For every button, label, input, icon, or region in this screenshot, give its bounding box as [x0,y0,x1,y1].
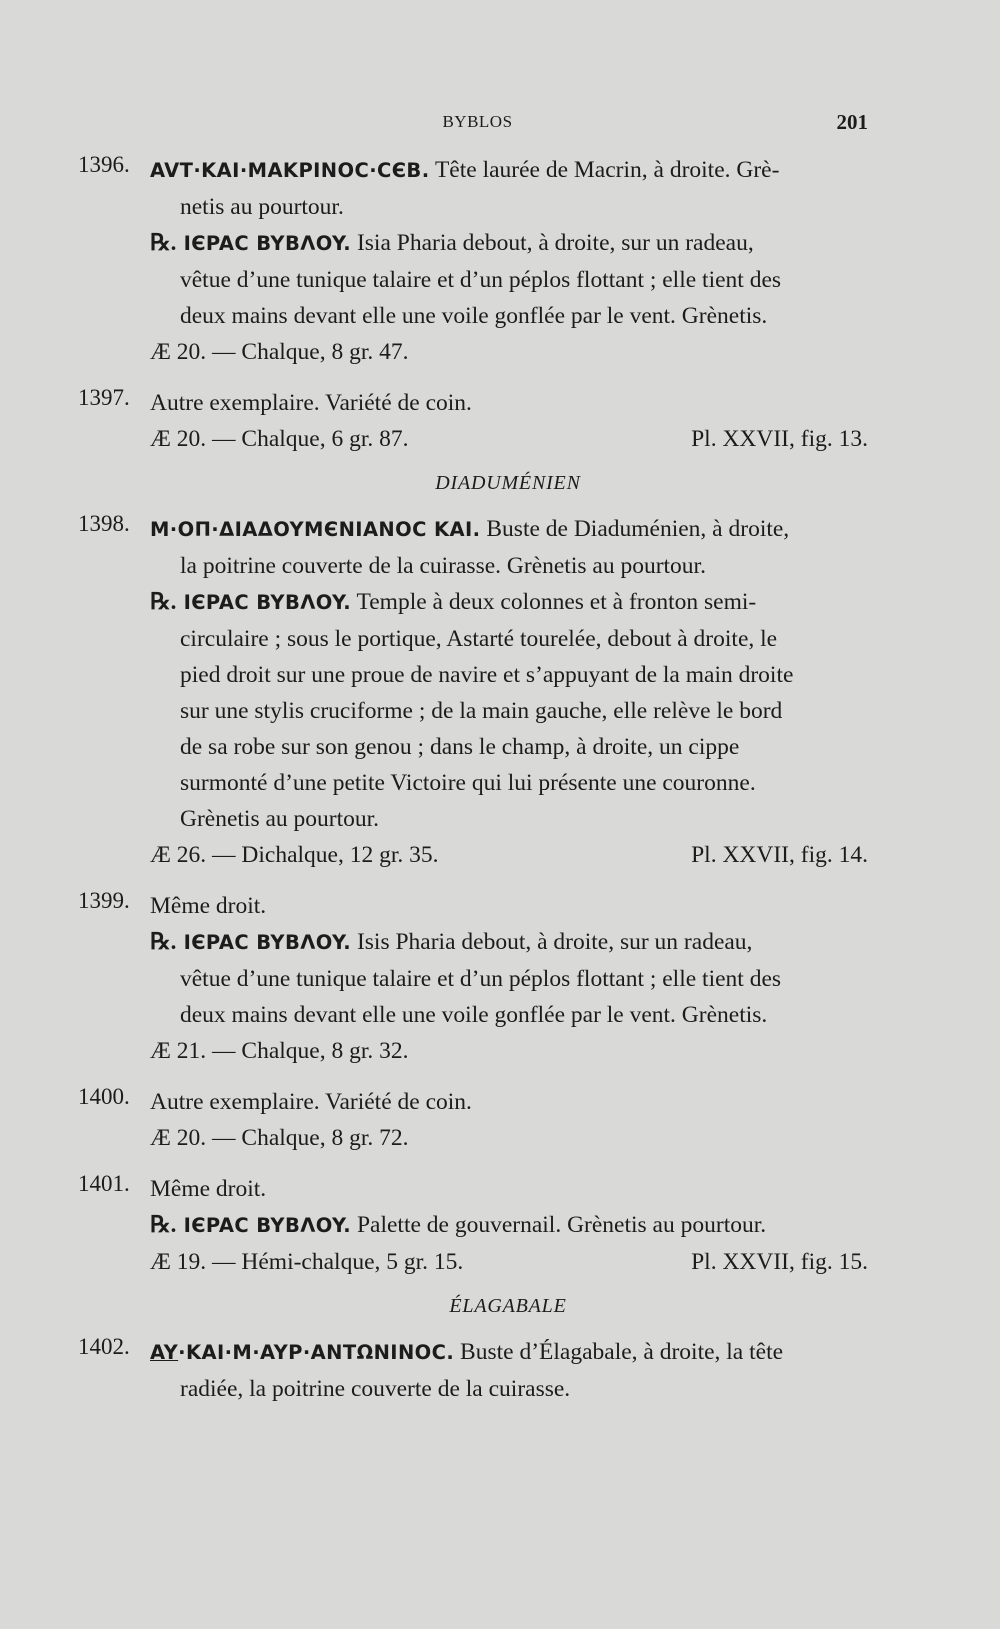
reverse-line-2: vêtue d’une tunique talaire et d’un péplos flottant ; elle tient des [180,966,782,992]
obverse-line-2: netis au pourtour. [180,194,344,220]
metal-line [150,1033,868,1069]
reverse-legend: IЄPAC BYBΛOY. [176,931,352,954]
metal-weight: Æ 21. — Chalque, 8 gr. 32. [150,1038,409,1064]
entry-1396 [78,152,868,370]
metal-weight: Æ 20. — Chalque, 8 gr. 47. [150,339,409,365]
metal-weight: Æ 20. — Chalque, 6 gr. 87. [150,426,409,452]
description: Même droit. [150,893,267,919]
plate-ref: Pl. XXVII, fig. 13. [691,426,868,452]
description: Autre exemplaire. Variété de coin. [150,390,472,416]
obverse-legend: M·OΠ·ΔIAΔOYMЄNIANOC KAI. [150,518,481,541]
reverse-mark: ℞. [150,929,177,954]
reverse-line [150,924,868,961]
reverse-description: Isia Pharia debout, à droite, sur un radeau, [351,230,754,256]
reverse-line-6: surmonté d’une petite Victoire qui lui présente une couronne. [180,770,756,796]
reverse-description: Isis Pharia debout, à droite, sur un radeau, [351,929,753,955]
reverse-line [150,584,868,621]
reverse-line [150,1207,868,1244]
entry-1399 [78,888,868,1069]
reverse-mark: ℞. [150,589,177,614]
obverse-description: Buste de Diaduménien, à droite, [480,516,790,542]
obverse-description: Buste d’Élagabale, à droite, la tête [454,1339,784,1365]
reverse-line-3: deux mains devant elle une voile gonflée par le vent. Grènetis. [180,303,768,329]
entry-number: 1400. [78,1084,130,1109]
section-heading-diadumenien: DIADUMÉNIEN [435,472,581,494]
reverse-line-5: de sa robe sur son genou ; dans le champ, à droite, un cippe [180,734,740,760]
entry-1401 [78,1171,868,1280]
entry-1400 [78,1084,868,1156]
obverse-legend-underlined: AY [150,1341,179,1364]
obverse-line [150,511,868,548]
reverse-mark: ℞. [150,1212,177,1237]
entry-1402 [78,1334,868,1407]
reverse-description: Temple à deux colonnes et à fronton semi- [351,589,757,615]
entry-number: 1399. [78,888,130,913]
reverse-line [150,225,868,262]
obverse-legend: ·KAI·M·AYP·ANTΩNINOC. [178,1341,455,1364]
reverse-mark: ℞. [150,230,177,255]
metal-line [150,1244,868,1280]
reverse-line-2: circulaire ; sous le portique, Astarté tourelée, debout à droite, le [180,626,778,652]
description: Autre exemplaire. Variété de coin. [150,1089,472,1115]
reverse-legend: IЄPAC BYBΛOY. [176,1214,352,1237]
reverse-line-4: sur une stylis cruciforme ; de la main gauche, elle relève le bord [180,698,783,724]
metal-line [150,1120,868,1156]
reverse-line-2: vêtue d’une tunique talaire et d’un péplos flottant ; elle tient des [180,267,782,293]
entry-number: 1402. [78,1334,130,1359]
entry-number: 1396. [78,152,130,177]
description: Même droit. [150,1176,267,1202]
reverse-legend: IЄPAC BYBΛOY. [176,232,352,255]
obverse-line [150,152,868,189]
obverse-description: Tête laurée de Macrin, à droite. Grè- [429,157,780,183]
entry-number: 1397. [78,385,130,410]
obverse-line [150,1334,868,1371]
obverse-legend: AVT·KAI·MAKPINOC·CЄB. [150,159,430,182]
metal-weight: Æ 20. — Chalque, 8 gr. 72. [150,1125,409,1151]
page-number: 201 [836,110,868,134]
metal-line [150,837,868,873]
section-heading-elagabale: ÉLAGABALE [449,1295,567,1317]
reverse-description: Palette de gouvernail. Grènetis au pourtour. [351,1212,767,1238]
metal-weight: Æ 19. — Hémi-chalque, 5 gr. 15. [150,1249,464,1275]
reverse-line-3: pied droit sur une proue de navire et s’appuyant de la main droite [180,662,794,688]
metal-line [150,421,868,457]
entry-1397 [78,385,868,457]
reverse-legend: IЄPAC BYBΛOY. [176,591,352,614]
running-title: BYBLOS [442,112,513,131]
reverse-line-3: deux mains devant elle une voile gonflée par le vent. Grènetis. [180,1002,768,1028]
metal-weight: Æ 26. — Dichalque, 12 gr. 35. [150,842,439,868]
catalogue-entries [78,152,868,1422]
entry-1398 [78,511,868,873]
reverse-line-7: Grènetis au pourtour. [180,806,380,832]
entry-number: 1401. [78,1171,130,1196]
plate-ref: Pl. XXVII, fig. 15. [691,1249,868,1275]
plate-ref: Pl. XXVII, fig. 14. [691,842,868,868]
metal-line [150,334,868,370]
obverse-line-2: radiée, la poitrine couverte de la cuirasse. [180,1376,571,1402]
running-head [0,110,1000,140]
entry-number: 1398. [78,511,130,536]
obverse-line-2: la poitrine couverte de la cuirasse. Grènetis au pourtour. [180,553,706,579]
